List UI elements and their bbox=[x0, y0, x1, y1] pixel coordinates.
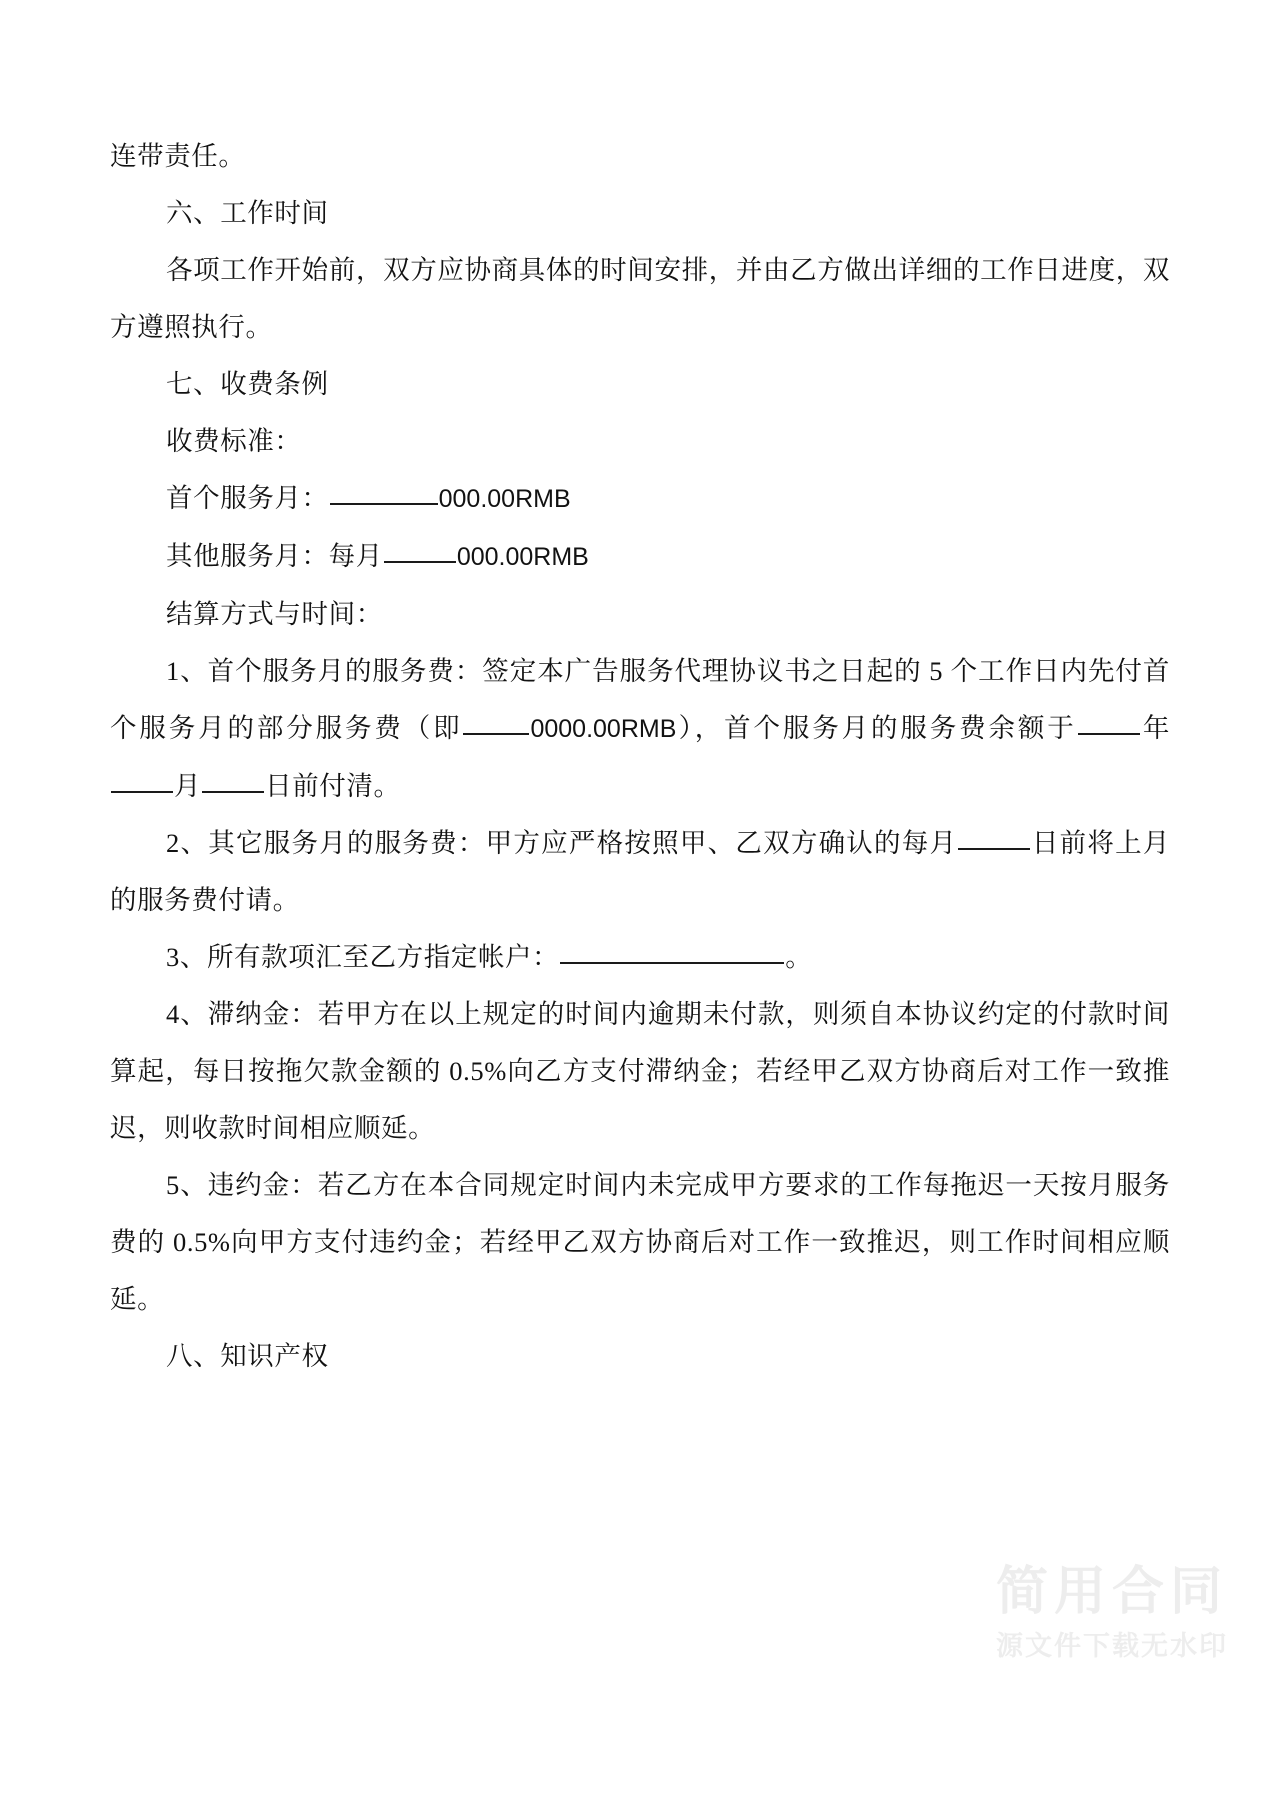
p-settlement-title bbox=[110, 586, 1170, 643]
clause-4 bbox=[110, 986, 1170, 1157]
p-first-month-fee bbox=[110, 470, 1170, 528]
text-run: 日前付清。 bbox=[265, 771, 401, 801]
fill-in-blank[interactable] bbox=[1078, 708, 1140, 735]
clause-2 bbox=[110, 815, 1170, 929]
amount-text: 000.00RMB bbox=[456, 543, 589, 571]
fill-in-blank[interactable] bbox=[463, 708, 529, 735]
text-run: 首个服务月： bbox=[166, 483, 329, 513]
text-run: 七、收费条例 bbox=[166, 369, 329, 399]
text-run: 4、滞纳金：若甲方在以上规定的时间内逾期未付款，则须自本协议约定的付款时间算起，每日按拖欠款金额的 0.5%向乙方支付滞纳金；若经甲乙双方协商后对工作一致推迟，则收款时间相应顺延。 bbox=[110, 999, 1170, 1143]
clause-3 bbox=[110, 929, 1170, 986]
heading-six bbox=[110, 185, 1170, 242]
text-run: ），首个服务月的服务费余额于 bbox=[676, 713, 1077, 743]
p-other-month-fee bbox=[110, 528, 1170, 586]
text-run: 年 bbox=[1140, 713, 1170, 743]
text-run: 1、首个服务月的服务费：签定本广告服务代理协议书之日起的 5 个工作日内先付首个服务月的部分服务费（即 bbox=[110, 656, 1170, 743]
clause-1 bbox=[110, 643, 1170, 815]
text-run: 月 bbox=[174, 771, 202, 801]
text-run: 。 bbox=[785, 942, 813, 972]
text-run: 3、所有款项汇至乙方指定帐户： bbox=[166, 942, 560, 972]
fill-in-blank[interactable] bbox=[384, 536, 456, 563]
text-run: 收费标准： bbox=[166, 426, 302, 456]
text-run: 八、知识产权 bbox=[166, 1341, 329, 1371]
clause-5 bbox=[110, 1157, 1170, 1328]
document-body bbox=[110, 128, 1170, 1385]
text-run: 结算方式与时间： bbox=[166, 599, 383, 629]
heading-eight bbox=[110, 1328, 1170, 1385]
text-run: 六、工作时间 bbox=[166, 198, 329, 228]
amount-text: 000.00RMB bbox=[438, 485, 571, 513]
fill-in-blank[interactable] bbox=[958, 823, 1030, 850]
p-fee-standard bbox=[110, 413, 1170, 470]
text-run: 5、违约金：若乙方在本合同规定时间内未完成甲方要求的工作每拖迟一天按月服务费的 0.5%向甲方支付违约金；若经甲乙双方协商后对工作一致推迟，则工作时间相应顺延。 bbox=[110, 1170, 1170, 1314]
watermark-main-text: 简用合同 bbox=[995, 1563, 1228, 1622]
text-run: 2、其它服务月的服务费：甲方应严格按照甲、乙双方确认的每月 bbox=[166, 828, 958, 858]
heading-seven bbox=[110, 356, 1170, 413]
watermark-sub-text: 源文件下载无水印 bbox=[995, 1630, 1228, 1661]
watermark bbox=[996, 1563, 1228, 1664]
fill-in-blank[interactable] bbox=[560, 937, 784, 964]
amount-text: 0000.00RMB bbox=[530, 715, 677, 743]
text-run: 日前将上月的服务费付请。 bbox=[110, 828, 1170, 915]
fill-in-blank[interactable] bbox=[202, 766, 264, 793]
p-work-time bbox=[110, 242, 1170, 356]
fill-in-blank[interactable] bbox=[111, 766, 173, 793]
text-run: 各项工作开始前，双方应协商具体的时间安排，并由乙方做出详细的工作日进度，双方遵照执行。 bbox=[110, 255, 1170, 342]
text-run: 其他服务月：每月 bbox=[166, 541, 383, 571]
fill-in-blank[interactable] bbox=[330, 478, 438, 505]
text-run: 连带责任。 bbox=[110, 141, 246, 171]
p-continued bbox=[110, 128, 1170, 185]
